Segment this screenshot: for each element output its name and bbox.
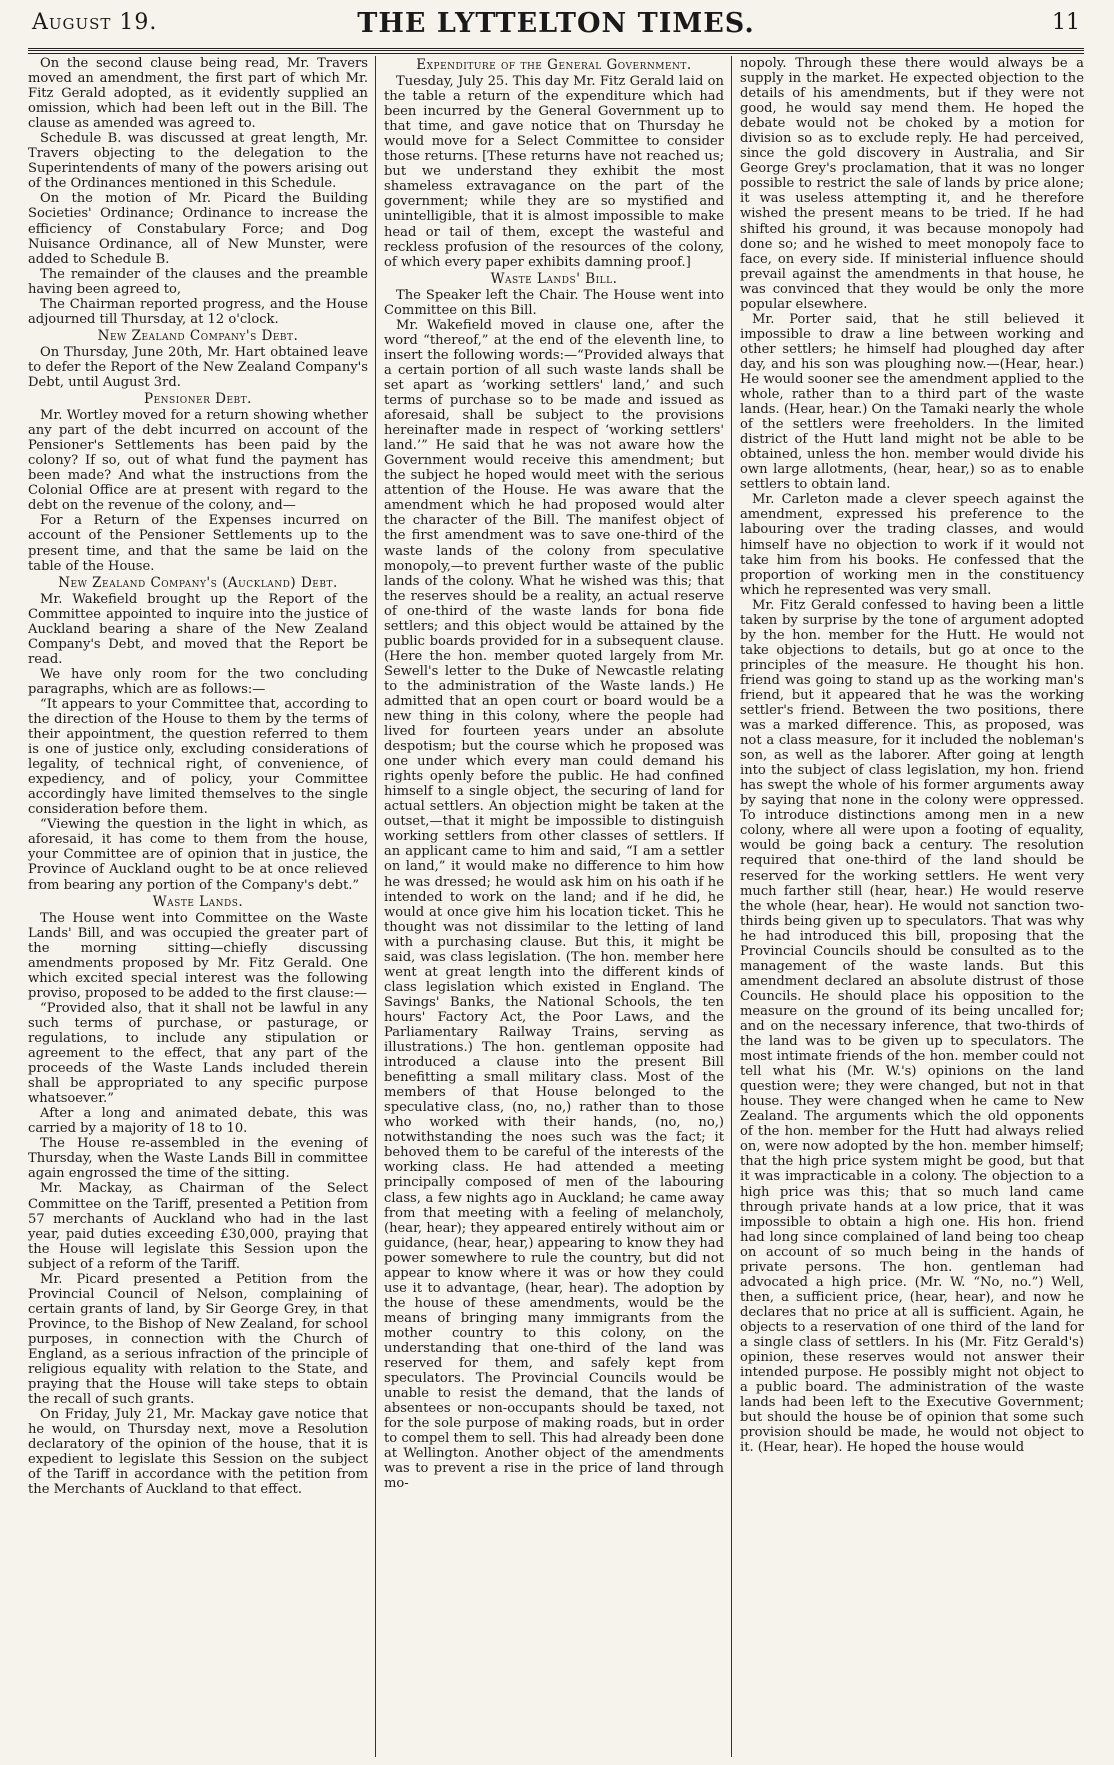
column-separator: [731, 56, 732, 1757]
article-paragraph: Schedule B. was discussed at great length, Mr. Travers objecting to the delegation to the Superintendents of many of the powers arising out of the Ordinances mentioned in this Schedule.: [28, 131, 368, 192]
article-paragraph: Mr. Mackay, as Chairman of the Select Committee on the Tariff, presented a Petition from 57 merchants of Auckland who had in the last year, paid duties exceeding £30,000, praying that the House will legislate this Session upon the subject of a reform of the Tariff.: [28, 1181, 368, 1272]
article-paragraph: On Friday, July 21, Mr. Mackay gave notice that he would, on Thursday next, move a Resolution declaratory of the opinion of the house, that it is expedient to legislate this Session on the subject of the Tariff in accordance with the petition from the Merchants of Auckland to that effect.: [28, 1407, 368, 1498]
section-heading: New Zealand Company's (Auckland) Debt.: [58, 574, 338, 591]
article-paragraph: On the second clause being read, Mr. Travers moved an amendment, the first part of which Mr. Fitz Gerald adopted, as it evidently supplied an omission, which had been left out in the Bill. The clause as amended was agreed to.: [28, 56, 368, 132]
section-heading: Waste Lands' Bill.: [490, 270, 618, 287]
masthead: [28, 6, 1084, 46]
article-paragraph: Mr. Picard presented a Petition from the Provincial Council of Nelson, complaining of certain grants of land, by Sir George Grey, in that Province, to the Bishop of New Zealand, for school purposes, in connection with the Church of England, as a serious infraction of the principle of religious equality with relation to the State, and praying that the House will take steps to obtain the recall of such grants.: [28, 1271, 368, 1408]
column-separator: [375, 56, 376, 1757]
article-paragraph: Mr. Porter said, that he still believed it impossible to draw a line between working and other settlers; he himself had ploughed day after day, and his son was ploughing now.—(Hear, hear.) He would sooner see the amendment applied to the whole, rather than to a third part of the waste lands. (Hear, hear.) On the Tamaki nearly the whole of the settlers were freeholders. In the limited district of the Hutt land might not be able to be obtained, unless the hon. member would divide his own large allotments, (hear, hear,) so as to enable settlers to obtain land.: [740, 311, 1084, 493]
column-1: [28, 56, 368, 1757]
article-paragraph: The House went into Committee on the Waste Lands' Bill, and was occupied the greater part of the morning sitting—chiefly discussing amendments proposed by Mr. Fitz Gerald. One which excited special interest was the following proviso, proposed to be added to the first clause:—: [28, 910, 368, 1001]
section-heading: Waste Lands.: [152, 893, 244, 910]
article-paragraph: “It appears to your Committee that, according to the direction of the House to them by the terms of their appointment, the question referred to them is one of justice only, excluding considerations of legality, of technical right, of convenience, of expediency, and of policy, your Committee accordingly have limited themselves to the single consideration before them.: [28, 696, 368, 818]
masthead-rule: [28, 48, 1084, 54]
article-paragraph: Mr. Wortley moved for a return showing whether any part of the debt incurred on account of the Pensioner's Settlements has been paid by the colony? If so, out of what fund the payment has been made? And what the instructions from the Colonial Office are at present with regard to the debt on the revenue of the colony, and—: [28, 408, 368, 514]
article-paragraph: On the motion of Mr. Picard the Building Societies' Ordinance; Ordinance to increase the efficiency of Constabulary Force; and Dog Nuisance Ordinance, all of New Munster, were added to Schedule B.: [28, 191, 368, 267]
column-3: [740, 56, 1084, 1757]
issue-date: August 19.: [32, 10, 158, 35]
section-heading: New Zealand Company's Debt.: [97, 327, 299, 344]
article-paragraph: On Thursday, June 20th, Mr. Hart obtained leave to defer the Report of the New Zealand Company's Debt, until August 3rd.: [28, 344, 368, 390]
article-paragraph: Mr. Wakefield moved in clause one, after the word “thereof,” at the end of the eleventh line, to insert the following words:—“Provided always that a certain portion of all such waste lands shall be set apart as ‘working settlers' land,’ and such terms of purchase so to be made and issued as aforesaid, shall be subject to the provisions hereinafter made in respect of ‘working settlers' land.’” He said that he was not aware how the Government would receive this amendment; but the subject he hoped would meet with the serious attention of the House. He was aware that the amendment which he had proposed would alter the character of the Bill. The manifest object of the first amendment was to save one-third of the waste lands of the colony from speculative monopoly,—to prevent further waste of the public lands of the colony. What he wished was this; that the reserves should be a reality, an actual reserve of one-third of the waste lands for bona fide settlers; and this object would be attained by the public boards provided for in a subsequent clause. (Here the hon. member quoted largely from Mr. Sewell's letter to the Duke of Newcastle relating to the administration of the Waste lands.) He admitted that an open court or board would be a new thing in this colony, where the people had lived for fourteen years under an absolute despotism; but the course which he proposed was one under which every man could demand his rights openly before the public. He had confined himself to a single object, the securing of land for actual settlers. An objection might be taken at the outset,—that it might be impossible to distinguish working settlers from other classes of settlers. If an applicant came to him and said, “I am a settler on land,” it would make no difference to him how he was dressed; he would ask him on his oath if he intended to work on the land; and if he did, he would at once give him his location ticket. This he thought was not dissimilar to the letting of land with a purchasing clause. But this, it might be said, was class legislation. (The hon. member here went at great length into the different kinds of class legislation which existed in England. The Savings' Banks, the National Schools, the ten hours' Factory Act, the Poor Laws, and the Parliamentary Railway Trains, serving as illustrations.) The hon. gentleman opposite had introduced a clause into the present Bill benefitting a small military class. Most of the members of that House belonged to the speculative class, (no, no,) rather than to those who worked with their hands, (no, no,) notwithstanding the noes such was the fact; it behoved them to be careful of the interests of the working class. He had attended a meeting principally composed of men of the labouring class, a few nights ago in Auckland; he came away from that meeting with a feeling of melancholy, (hear, hear); they appeared entirely without aim or guidance, (hear, hear,) appearing to know they had power somewhere to rule the country, but did not appear to know where it was or how they could use it to advantage, (hear, hear). The adoption by the house of these amendments, would be the means of bringing many immigrants from the mother country to this colony, on the understanding that one-third of the land was reserved for them, and safely kept from speculators. The Provincial Councils would be unable to resist the demand, that the lands of absentees or non-occupants should be taxed, not for the sole purpose of making roads, but in order to compel them to sell. This had already been done at Wellington. Another object of the amendments was to prevent a rise in the price of land through mo-: [384, 317, 724, 1492]
article-paragraph: Tuesday, July 25. This day Mr. Fitz Gerald laid on the table a return of the expenditure which had been incurred by the General Government up to that time, and gave notice that on Thursday he would move for a Select Committee to consider those returns. [These returns have not reached us; but we understand they exhibit the most shameless extravagance on the part of the government; while they are so mystified and unintelligible, that it is almost impossible to make head or tail of them, except the wasteful and reckless profusion of the resources of the colony, of which every paper exhibits damning proof.]: [384, 74, 724, 270]
newspaper-title: THE LYTTELTON TIMES.: [357, 8, 755, 39]
section-heading: Expenditure of the General Government.: [416, 57, 692, 73]
article-paragraph: For a Return of the Expenses incurred on account of the Pensioner Settlements up to the present time, and that the same be laid on the table of the House.: [28, 513, 368, 574]
article-paragraph: nopoly. Through these there would always be a supply in the market. He expected objection to the details of his amendments, but if they were not good, he would say mend them. He hoped the debate would not be choked by a motion for division so as to exclude reply. He had perceived, since the gold discovery in Australia, and Sir George Grey's proclamation, that it was no longer possible to restrict the sale of lands by price alone; it was useless attempting it, and he therefore wished the present means to be tried. If he had shifted his ground, it was because monopoly had done so; and he wished to meet monopoly face to face, on every side. If ministerial influence should prevail against the amendments in that house, he was convinced that they would be only the more popular elsewhere.: [740, 56, 1084, 312]
article-paragraph: Mr. Fitz Gerald confessed to having been a little taken by surprise by the tone of argument adopted by the hon. member for the Hutt. He would not take objections to details, but go at once to the principles of the measure. He thought his hon. friend was going to stand up as the working man's friend, but it appeared that he was the working settler's friend. Between the two positions, there was a marked difference. This, as proposed, was not a class measure, for it included the nobleman's son, as well as the laborer. After going at length into the subject of class legislation, my hon. friend has swept the whole of his former arguments away by saying that none in the colony were oppressed. To introduce distinctions among men in a new colony, where all were upon a footing of equality, would be going back a century. The resolution required that one-third of the land should be reserved for the working settlers. He went very much farther still (hear, hear.) He would reserve the whole (hear, hear). He would not sanction two-thirds being given up to speculators. That was why he had introduced this bill, proposing that the Provincial Councils should be consulted as to the management of the waste lands. But this amendment declared an absolute distrust of those Councils. He should place his opposition to the measure on the ground of its being uncalled for; and on the necessary inference, that two-thirds of the land was to be given up to speculators. The most intimate friends of the hon. member could not tell what his (Mr. W.'s) opinions on the land question were; they were changed, but not in that house. They were changed when he came to New Zealand. The arguments which the old opponents of the hon. member for the Hutt had always relied on, were now adopted by the hon. member himself; that the high price system might be good, but that it was impracticable in a colony. The objection to a high price was this; that so much land came through private hands at a low price, that it was impossible to obtain a high one. His hon. friend had long since complained of land being too cheap on account of so much being in the hands of private persons. The hon. gentleman had advocated a high price. (Mr. W. “No, no.”) Well, then, a sufficient price, (hear, hear), and now he declares that no price at all is sufficient. Again, he objects to a reservation of one third of the land for a single class of settlers. In his (Mr. Fitz Gerald's) opinion, these reserves would not answer their intended purpose. He possibly might not object to a public board. The administration of the waste lands had been left to the Executive Government; but should the house be of opinion that some such provision should be made, he would not object to it. (Hear, hear). He hoped the house would: [740, 597, 1084, 1456]
column-2: [384, 56, 724, 1757]
article-paragraph: Mr. Carleton made a clever speech against the amendment, expressed his preference to the labouring over the trading classes, and would himself have no objection to work if it would not take him from his books. He confessed that the proportion of working men in the constituency which he represented was very small.: [740, 492, 1084, 598]
article-paragraph: Mr. Wakefield brought up the Report of the Committee appointed to inquire into the justice of Auckland bearing a share of the New Zealand Company's Debt, and moved that the Report be read.: [28, 591, 368, 667]
article-paragraph: We have only room for the two concluding paragraphs, which are as follows:—: [28, 666, 368, 697]
article-paragraph: The House re-assembled in the evening of Thursday, when the Waste Lands Bill in committee again engrossed the time of the sitting.: [28, 1136, 368, 1182]
article-paragraph: The remainder of the clauses and the preamble having been agreed to,: [28, 266, 368, 297]
article-paragraph: The Speaker left the Chair. The House went into Committee on this Bill.: [384, 287, 724, 318]
article-paragraph: After a long and animated debate, this was carried by a majority of 18 to 10.: [28, 1106, 368, 1137]
article-paragraph: The Chairman reported progress, and the House adjourned till Thursday, at 12 o'clock.: [28, 296, 368, 327]
columns: [28, 56, 1084, 1757]
article-paragraph: “Provided also, that it shall not be lawful in any such terms of purchase, or pasturage, or regulations, to include any stipulation or agreement to the effect, that any part of the proceeds of the Waste Lands included therein shall be appropriated to any specific purpose whatsoever.”: [28, 1000, 368, 1107]
section-heading: Pensioner Debt.: [144, 391, 252, 408]
page-number: 11: [1052, 10, 1080, 35]
article-paragraph: “Viewing the question in the light in which, as aforesaid, it has come to them from the house, your Committee are of opinion that in justice, the Province of Auckland ought to be at once relieved from bearing any portion of the Company's debt.”: [28, 817, 368, 893]
